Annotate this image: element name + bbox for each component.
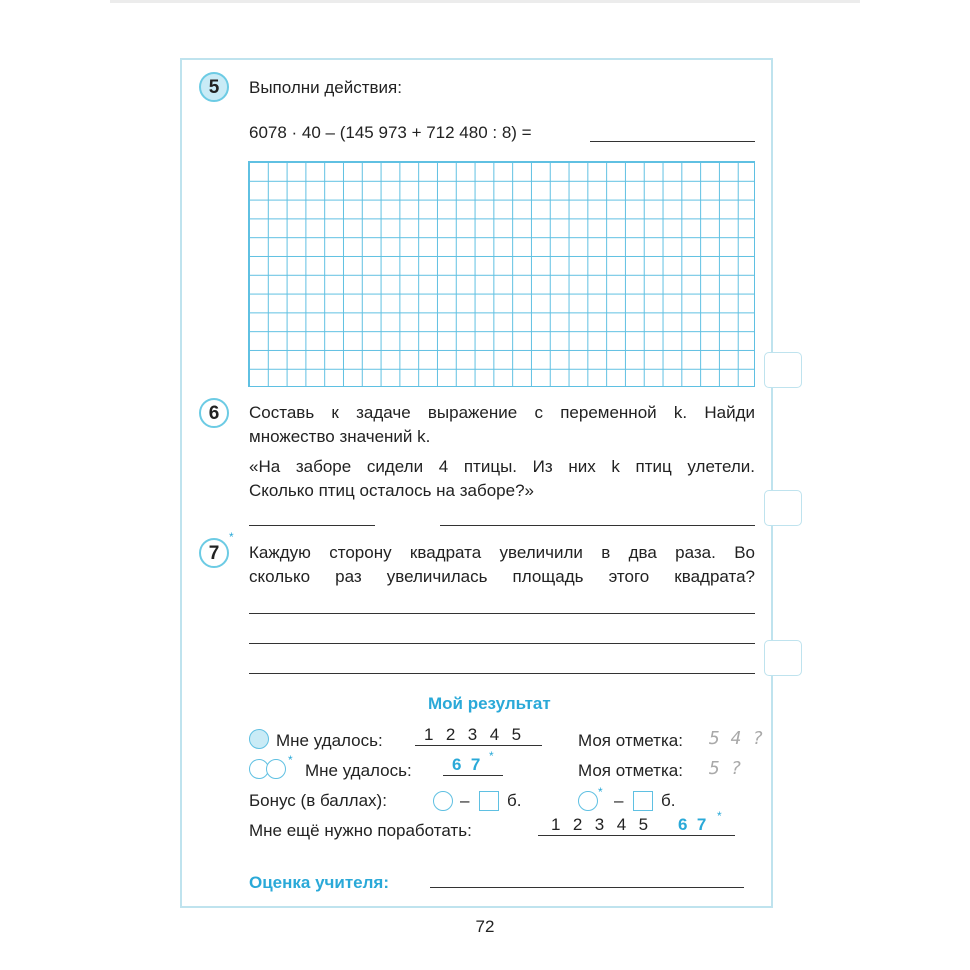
level-circle-icon [266, 759, 286, 779]
star-icon: * [489, 749, 494, 763]
bonus-dash: – [460, 791, 470, 810]
task7-answer-line-1[interactable] [249, 613, 755, 614]
page-top-edge [110, 0, 860, 3]
star-icon: * [288, 753, 293, 767]
bonus-star-circle-icon [578, 791, 598, 811]
result-row1-mark-label: Моя отметка: [578, 731, 683, 750]
task5-title: Выполни действия: [249, 78, 402, 97]
task6-expression-line[interactable] [249, 525, 375, 526]
work-more-label: Мне ещё нужно поработать: [249, 821, 472, 840]
result-row1-mark-value: 5 4 ? [709, 728, 764, 749]
task6-line1: Составь к задаче выражение с переменной k. Найди [249, 403, 755, 422]
task7-star-icon: * [229, 530, 234, 544]
page-number: 72 [475, 917, 495, 936]
bonus-points-box[interactable] [479, 791, 499, 811]
result-row2-numbers: 6 7 [452, 755, 481, 774]
result-row2-underline [443, 775, 503, 776]
task7-answer-line-2[interactable] [249, 643, 755, 644]
result-row1-underline [415, 745, 542, 746]
level-circle-icon [249, 729, 269, 749]
work-more-underline [538, 835, 735, 836]
work-more-numbers: 1 2 3 4 5 [551, 815, 650, 834]
teacher-grade-line[interactable] [430, 887, 744, 888]
result-row2-mark-value: 5 ? [709, 758, 742, 779]
score-box-task6[interactable] [764, 490, 802, 526]
bonus-unit: б. [507, 791, 522, 810]
task6-answer-line[interactable] [440, 525, 755, 526]
bonus-circle-icon [433, 791, 453, 811]
teacher-grade-label: Оценка учителя: [249, 873, 390, 892]
task7-answer-line-3[interactable] [249, 673, 755, 674]
result-row1-numbers: 1 2 3 4 5 [424, 725, 523, 744]
star-icon: * [717, 809, 722, 823]
bonus2-dash: – [614, 791, 624, 810]
task6-quote-line1: «На заборе сидели 4 птицы. Из них k птиц улетели. [249, 457, 755, 476]
bonus-label: Бонус (в баллах): [249, 791, 387, 810]
task5-answer-line[interactable] [590, 141, 755, 142]
result-title: Мой результат [428, 694, 551, 713]
bonus2-points-box[interactable] [633, 791, 653, 811]
task6-quote-line2: Сколько птиц осталось на заборе?» [249, 481, 534, 500]
squared-work-grid[interactable] [248, 161, 755, 387]
bonus2-unit: б. [661, 791, 676, 810]
result-row1-label: Мне удалось: [276, 731, 383, 750]
result-row2-mark-label: Моя отметка: [578, 761, 683, 780]
work-more-numbers-starred: 6 7 [678, 815, 707, 834]
score-box-task7[interactable] [764, 640, 802, 676]
task-number-7: 7 [199, 538, 229, 568]
star-icon: * [598, 785, 603, 799]
task5-expression: 6078 · 40 – (145 973 + 712 480 : 8) = [249, 123, 532, 142]
result-row2-label: Мне удалось: [305, 761, 412, 780]
score-box-task5[interactable] [764, 352, 802, 388]
task7-line1: Каждую сторону квадрата увеличили в два раза. Во [249, 543, 755, 562]
task6-line2: множество значений k. [249, 427, 431, 446]
task-number-5: 5 [199, 72, 229, 102]
task-number-6: 6 [199, 398, 229, 428]
task7-line2: сколько раз увеличилась площадь этого квадрата? [249, 567, 755, 586]
